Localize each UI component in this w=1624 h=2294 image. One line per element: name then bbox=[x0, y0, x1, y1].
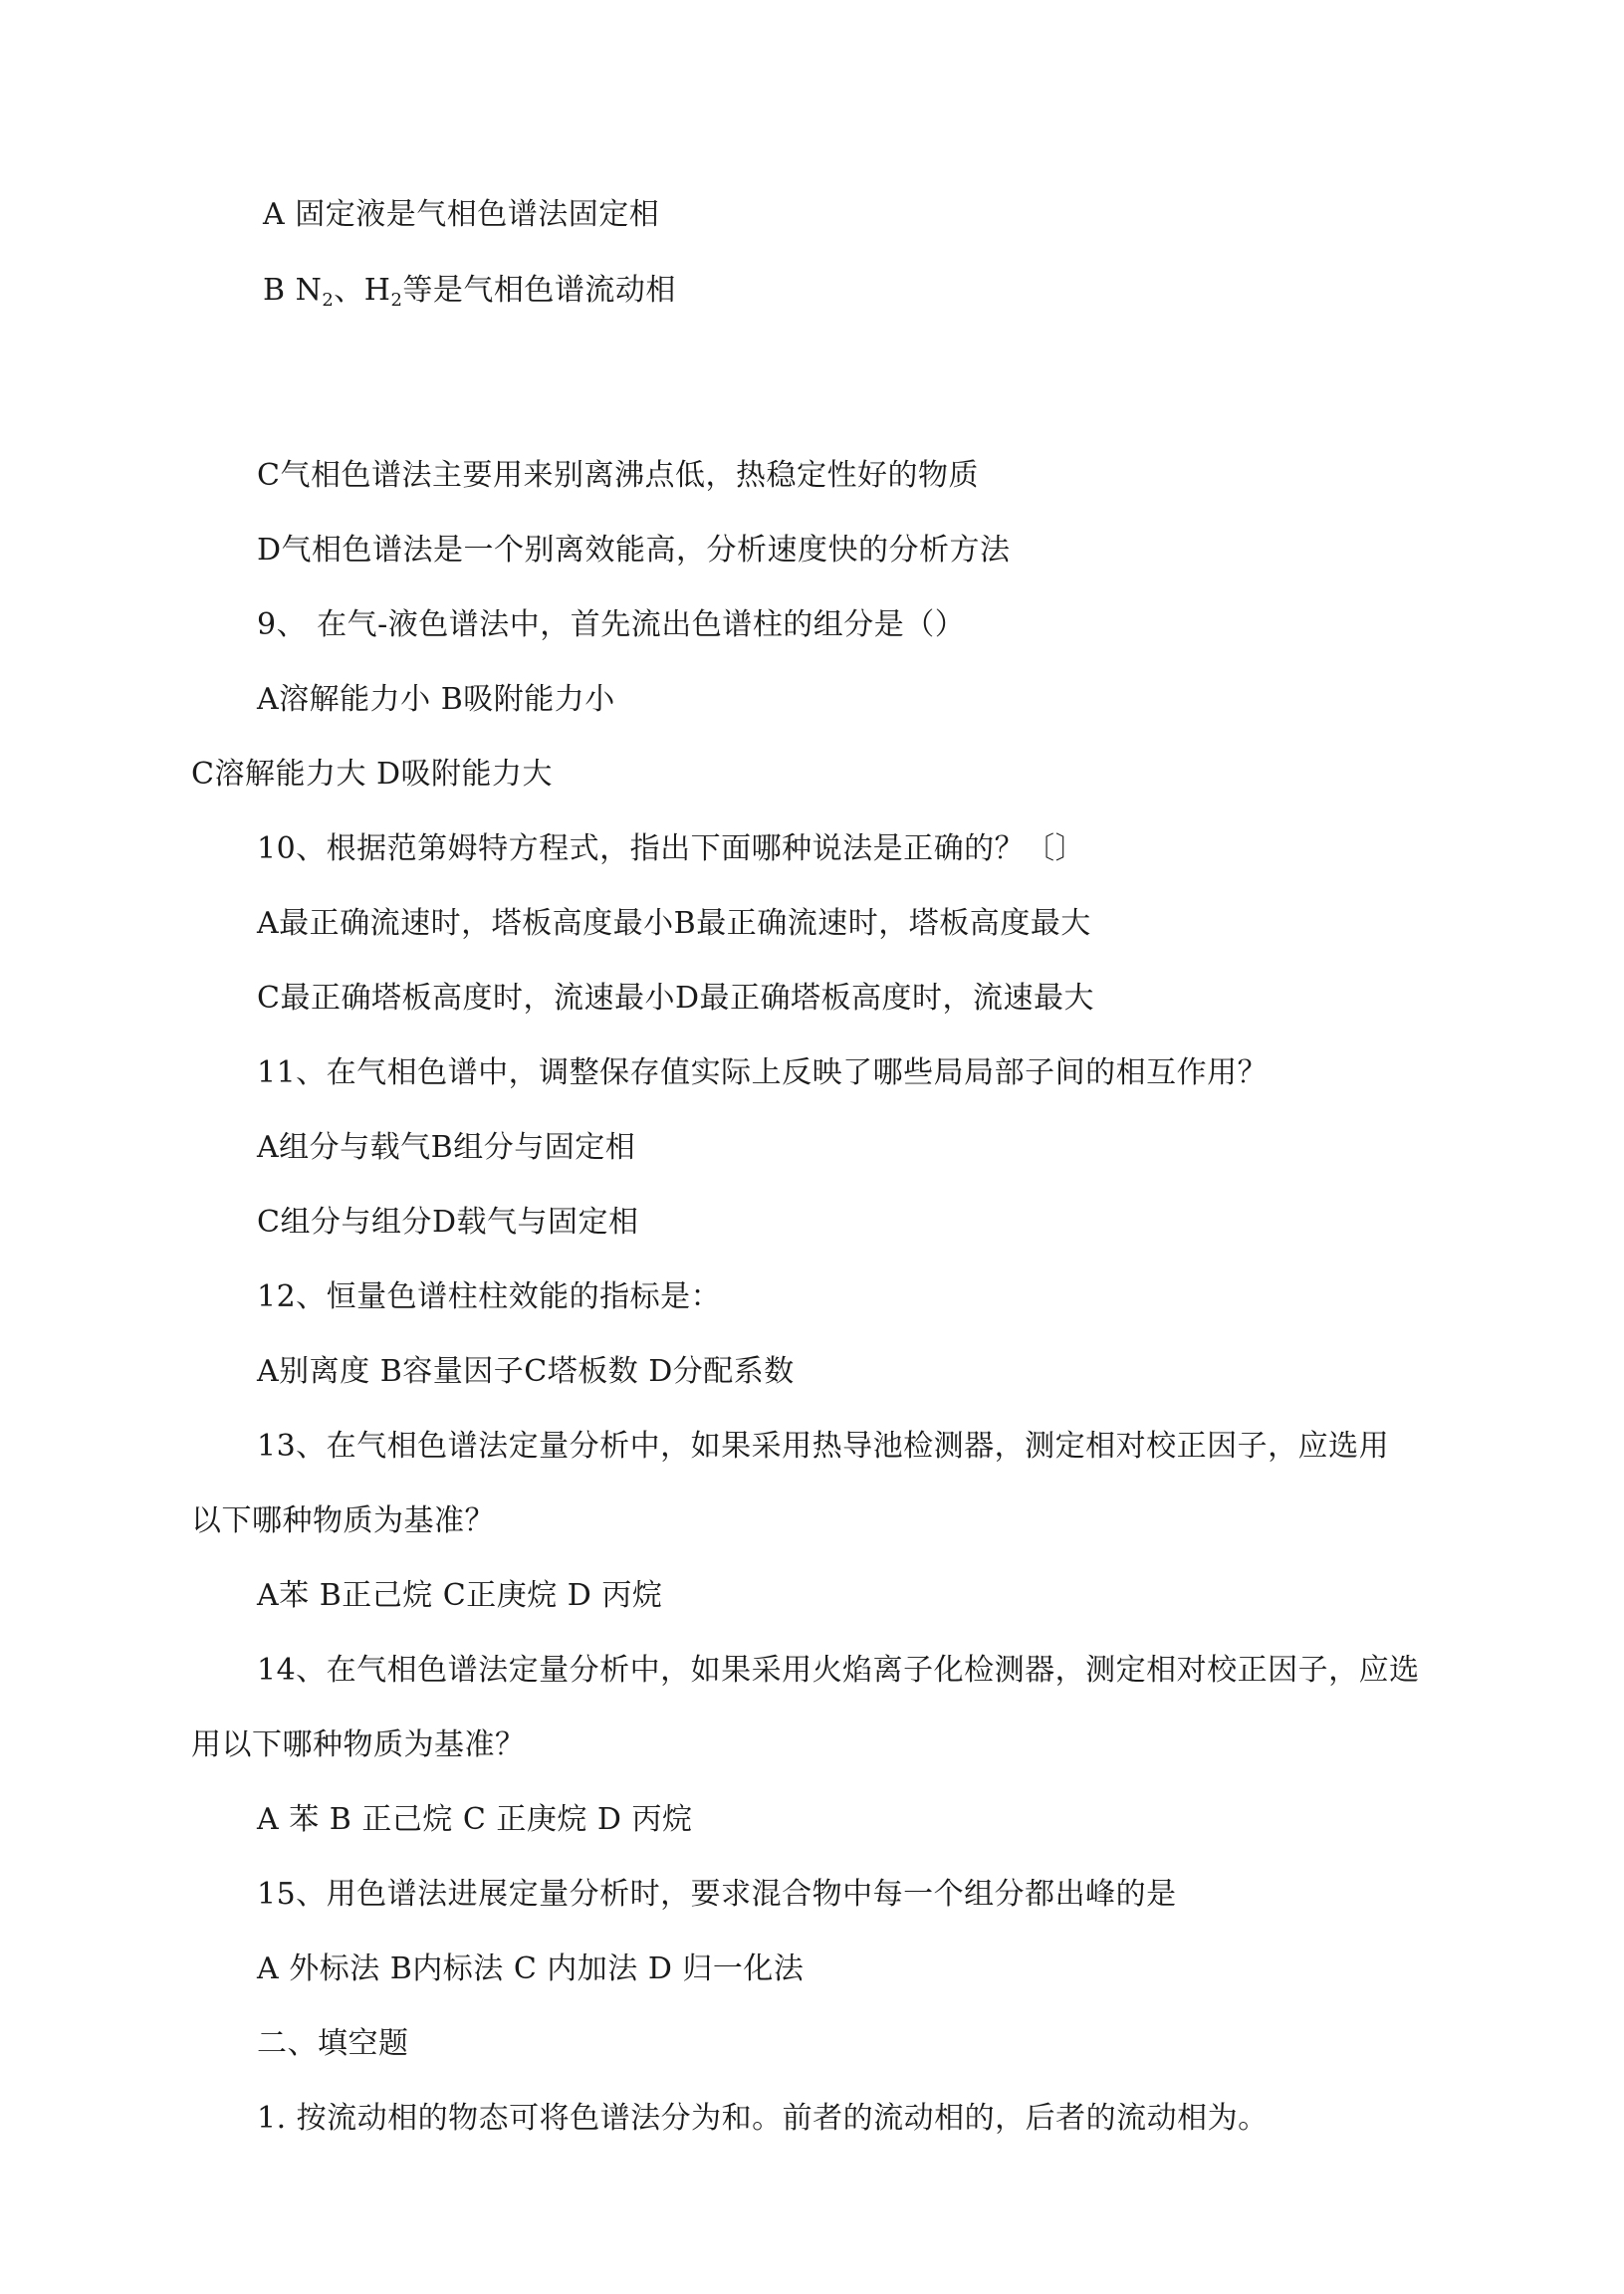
options-q12: A别离度 B容量因子C塔板数 D分配系数 bbox=[257, 1354, 795, 1389]
question-13-line2: 以下哪种物质为基准？ bbox=[191, 1503, 495, 1538]
options-q13: A苯 B正己烷 C正庚烷 D 丙烷 bbox=[257, 1578, 663, 1613]
option-b-text-1: B N bbox=[263, 273, 323, 308]
option-d-q8: D气相色谱法是一个别离效能高，分析速度快的分析方法 bbox=[257, 533, 1011, 568]
option-b-text-2: 、H bbox=[334, 273, 391, 308]
option-a-q8: A 固定液是气相色谱法固定相 bbox=[263, 197, 660, 232]
options-q10-cd: C最正确塔板高度时，流速最小D最正确塔板高度时，流速最大 bbox=[257, 981, 1095, 1016]
option-c-q8: C气相色谱法主要用来别离沸点低，热稳定性好的物质 bbox=[257, 458, 979, 493]
options-q9-cd: C溶解能力大 D吸附能力大 bbox=[191, 757, 554, 792]
subscript-2: 2 bbox=[390, 290, 403, 311]
options-q9-ab: A溶解能力小 B吸附能力小 bbox=[257, 682, 615, 717]
question-10: 10、根据范第姆特方程式，指出下面哪种说法是正确的？〔〕 bbox=[257, 831, 1086, 866]
options-q11-ab: A组分与载气B组分与固定相 bbox=[257, 1130, 636, 1165]
question-13-line1: 13、在气相色谱法定量分析中，如果采用热导池检测器，测定相对校正因子，应选用 bbox=[257, 1429, 1390, 1464]
question-12: 12、恒量色谱柱柱效能的指标是： bbox=[257, 1279, 722, 1314]
question-14-line2: 用以下哪种物质为基准？ bbox=[191, 1727, 526, 1762]
question-11: 11、在气相色谱中，调整保存值实际上反映了哪些局局部子间的相互作用？ bbox=[257, 1055, 1269, 1090]
options-q10-ab: A最正确流速时，塔板高度最小B最正确流速时，塔板高度最大 bbox=[257, 906, 1091, 941]
options-q11-cd: C组分与组分D载气与固定相 bbox=[257, 1205, 639, 1240]
option-b-text-3: 等是气相色谱流动相 bbox=[402, 273, 676, 308]
question-14-line1: 14、在气相色谱法定量分析中，如果采用火焰离子化检测器，测定相对校正因子，应选 bbox=[257, 1653, 1420, 1688]
section-heading-fill-in: 二、填空题 bbox=[257, 2026, 409, 2061]
subscript-2: 2 bbox=[322, 290, 335, 311]
fill-in-question-1: 1. 按流动相的物态可将色谱法分为和。前者的流动相的，后者的流动相为。 bbox=[257, 2101, 1269, 2136]
question-15: 15、用色谱法进展定量分析时，要求混合物中每一个组分都出峰的是 bbox=[257, 1877, 1177, 1912]
options-q14: A 苯 B 正己烷 C 正庚烷 D 丙烷 bbox=[257, 1802, 693, 1837]
question-9: 9、 在气-液色谱法中，首先流出色谱柱的组分是（） bbox=[257, 607, 966, 642]
option-b-q8 bbox=[263, 271, 676, 321]
options-q15: A 外标法 B内标法 C 内加法 D 归一化法 bbox=[257, 1951, 805, 1986]
